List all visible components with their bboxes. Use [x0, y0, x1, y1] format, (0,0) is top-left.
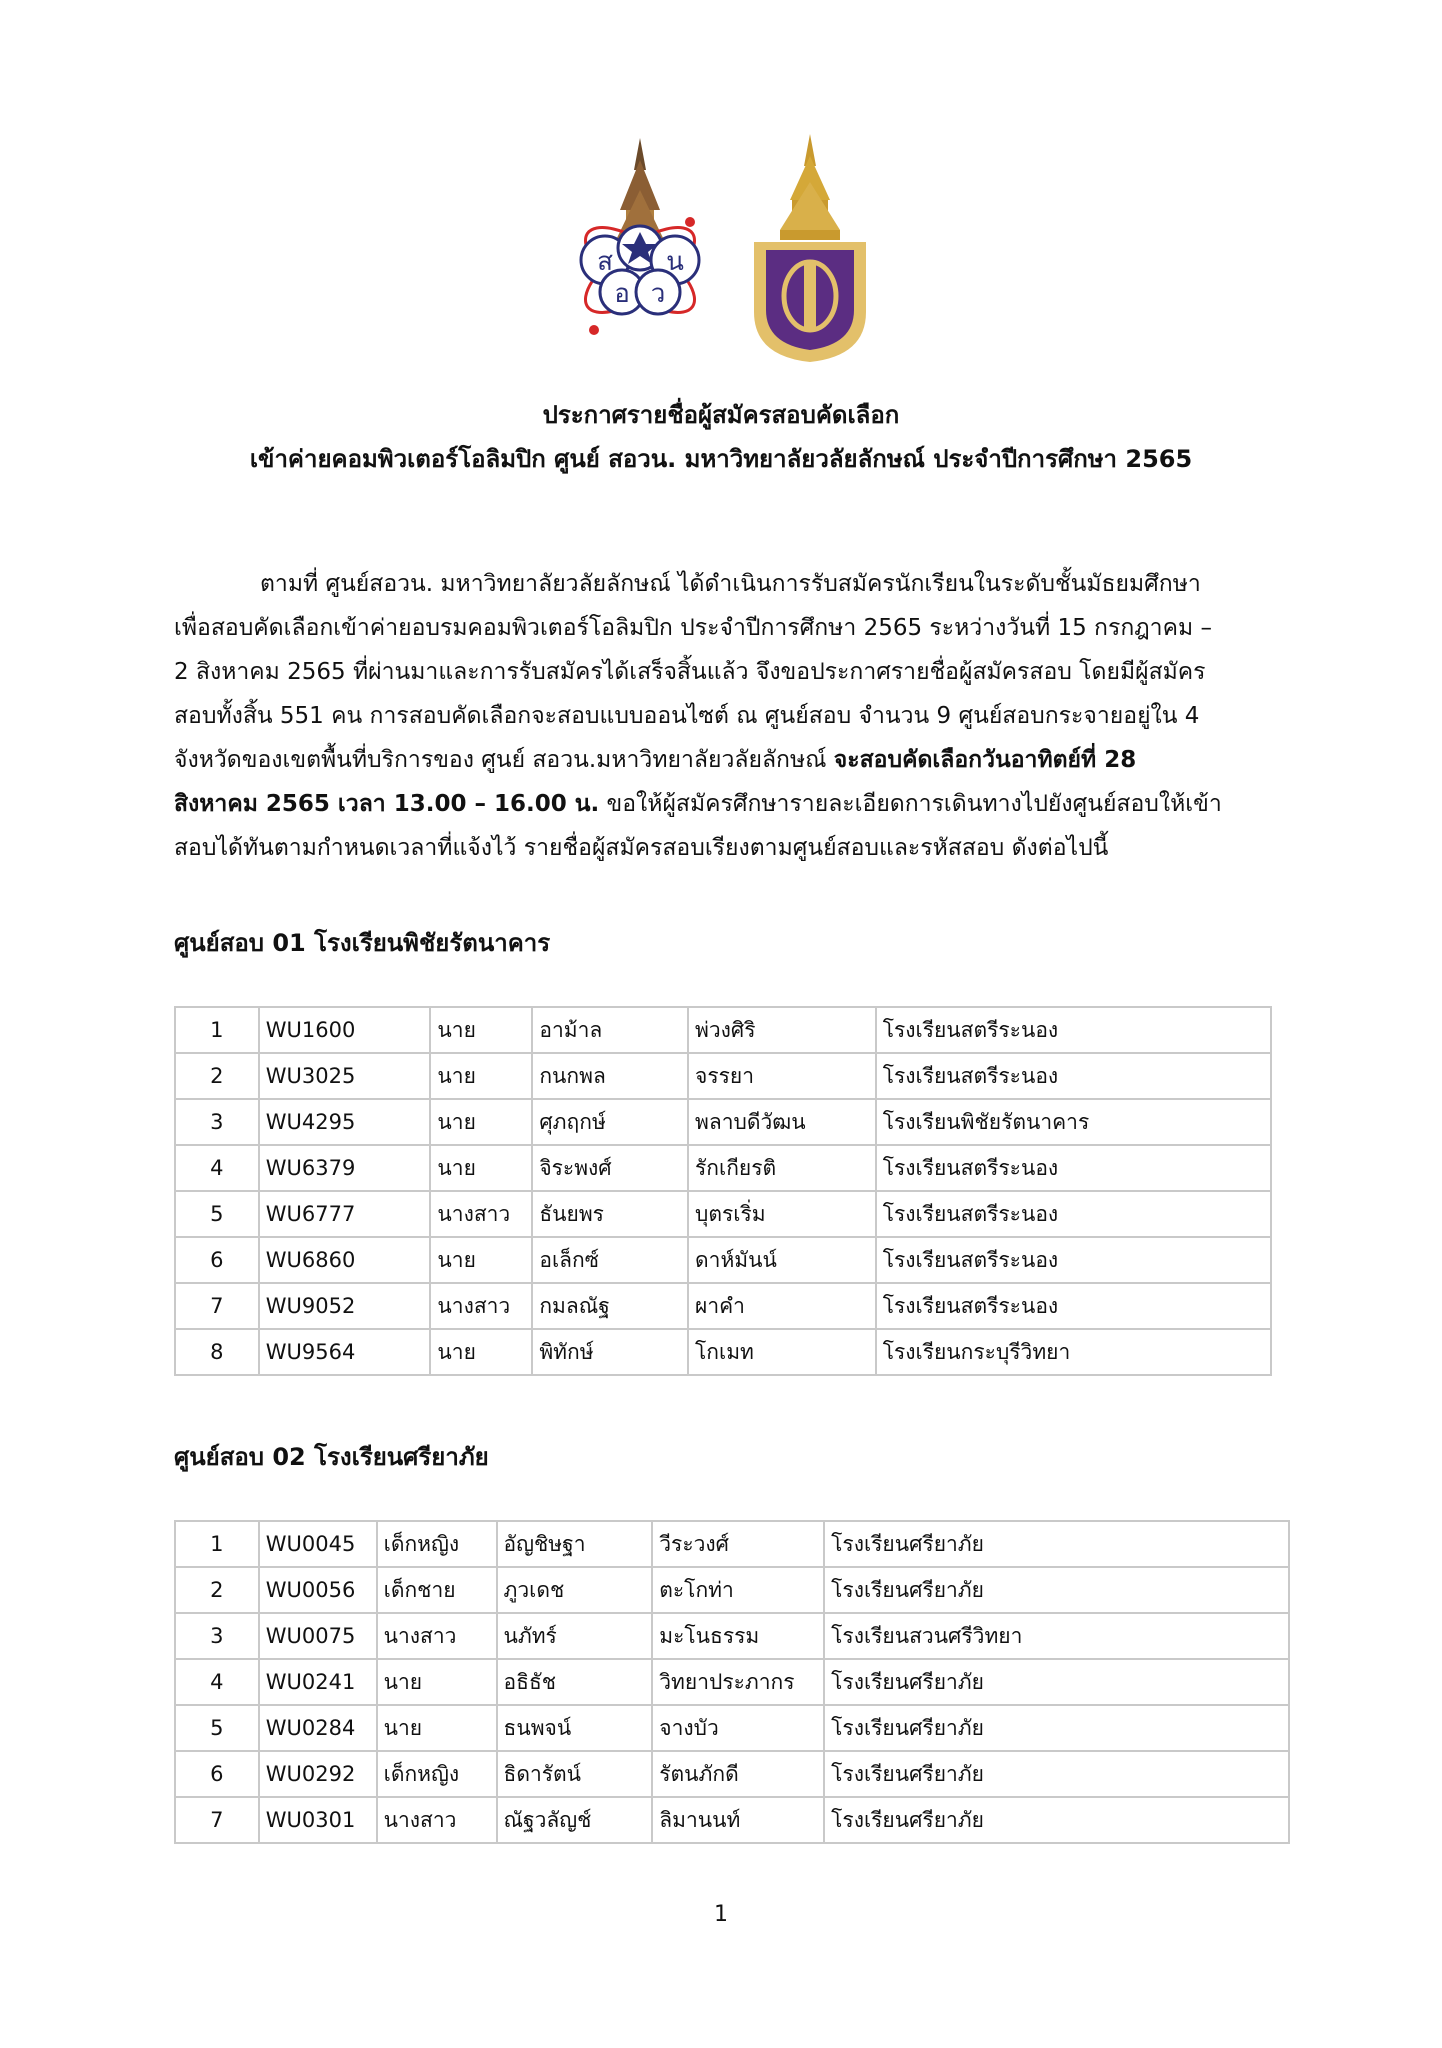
- row-number-cell: 5: [175, 1705, 259, 1751]
- name-title-cell: นาย: [430, 1237, 532, 1283]
- body-line-5-text: จังหวัดของเขตพื้นที่บริการของ ศูนย์ สอวน.มหาวิทยาลัยวลัยลักษณ์: [174, 747, 834, 773]
- school-cell: โรงเรียนศรียาภัย: [824, 1659, 1289, 1705]
- table-row: [175, 1613, 1289, 1659]
- row-number-cell: 2: [175, 1053, 259, 1099]
- exam-code-cell: WU0284: [259, 1705, 377, 1751]
- row-number-cell: 6: [175, 1751, 259, 1797]
- exam-code-cell: WU0301: [259, 1797, 377, 1843]
- school-cell: โรงเรียนสตรีระนอง: [876, 1191, 1271, 1237]
- row-number-cell: 7: [175, 1283, 259, 1329]
- last-name-cell: ตะโกท่า: [652, 1567, 824, 1613]
- first-name-cell: กนกพล: [532, 1053, 688, 1099]
- row-number-cell: 1: [175, 1007, 259, 1053]
- announcement-title-line1: ประกาศรายชื่อผู้สมัครสอบคัดเลือก: [542, 401, 900, 429]
- first-name-cell: พิทักษ์: [532, 1329, 688, 1375]
- row-number-cell: 4: [175, 1659, 259, 1705]
- name-title-cell: นาย: [430, 1007, 532, 1053]
- exam-code-cell: WU6379: [259, 1145, 431, 1191]
- last-name-cell: วิทยาประภากร: [652, 1659, 824, 1705]
- name-title-cell: เด็กหญิง: [377, 1521, 497, 1567]
- last-name-cell: จางบัว: [652, 1705, 824, 1751]
- last-name-cell: ดาห์มันน์: [688, 1237, 876, 1283]
- exam-center-01-table: [174, 1006, 1272, 1376]
- exam-code-cell: WU4295: [259, 1099, 431, 1145]
- last-name-cell: รัตนภักดี: [652, 1751, 824, 1797]
- table-row: [175, 1705, 1289, 1751]
- name-title-cell: นาย: [377, 1659, 497, 1705]
- first-name-cell: ธิดารัตน์: [497, 1751, 653, 1797]
- first-name-cell: อเล็กซ์: [532, 1237, 688, 1283]
- exam-code-cell: WU6777: [259, 1191, 431, 1237]
- school-cell: โรงเรียนศรียาภัย: [824, 1705, 1289, 1751]
- svg-text:ว: ว: [650, 279, 666, 309]
- first-name-cell: ธันยพร: [532, 1191, 688, 1237]
- body-line-4: สอบทั้งสิ้น 551 คน การสอบคัดเลือกจะสอบแบบออนไซต์ ณ ศูนย์สอบ จำนวน 9 ศูนย์สอบกระจายอยู่ใน 4: [174, 703, 1200, 729]
- row-number-cell: 3: [175, 1099, 259, 1145]
- exam-code-cell: WU0075: [259, 1613, 377, 1659]
- name-title-cell: นาย: [430, 1329, 532, 1375]
- row-number-cell: 7: [175, 1797, 259, 1843]
- exam-code-cell: WU0292: [259, 1751, 377, 1797]
- row-number-cell: 2: [175, 1567, 259, 1613]
- body-line-7: สอบได้ทันตามกำหนดเวลาที่แจ้งไว้ รายชื่อผู้สมัครสอบเรียงตามศูนย์สอบและรหัสสอบ ดังต่อไปนี้: [174, 835, 1109, 861]
- table-row: [175, 1567, 1289, 1613]
- body-line-2: เพื่อสอบคัดเลือกเข้าค่ายอบรมคอมพิวเตอร์โอลิมปิก ประจำปีการศึกษา 2565 ระหว่างวันที่ 15 กรกฎาคม –: [174, 615, 1212, 641]
- exam-code-cell: WU9052: [259, 1283, 431, 1329]
- body-line-6: [174, 782, 1222, 826]
- first-name-cell: อาม้าล: [532, 1007, 688, 1053]
- school-cell: โรงเรียนศรียาภัย: [824, 1797, 1289, 1843]
- last-name-cell: วีระวงศ์: [652, 1521, 824, 1567]
- first-name-cell: อัญชิษฐา: [497, 1521, 653, 1567]
- first-name-cell: ภูวเดช: [497, 1567, 653, 1613]
- exam-center-02-table: [174, 1520, 1290, 1844]
- first-name-cell: นภัทร์: [497, 1613, 653, 1659]
- name-title-cell: เด็กหญิง: [377, 1751, 497, 1797]
- svg-text:อ: อ: [614, 279, 630, 309]
- exam-code-cell: WU1600: [259, 1007, 431, 1053]
- exam-date-text: จะสอบคัดเลือกวันอาทิตย์ที่ 28: [833, 747, 1137, 773]
- exam-center-01-heading: ศูนย์สอบ 01 โรงเรียนพิชัยรัตนาคาร: [174, 929, 551, 957]
- name-title-cell: นางสาว: [430, 1191, 532, 1237]
- school-cell: โรงเรียนศรียาภัย: [824, 1751, 1289, 1797]
- name-title-cell: นาย: [430, 1053, 532, 1099]
- exam-code-cell: WU0241: [259, 1659, 377, 1705]
- posn-logo: [560, 130, 720, 360]
- last-name-cell: พลาบดีวัฒน: [688, 1099, 876, 1145]
- table-row: [175, 1329, 1271, 1375]
- exam-code-cell: WU0045: [259, 1521, 377, 1567]
- school-cell: โรงเรียนสตรีระนอง: [876, 1145, 1271, 1191]
- name-title-cell: เด็กชาย: [377, 1567, 497, 1613]
- body-line-1: ตามที่ ศูนย์สอวน. มหาวิทยาลัยวลัยลักษณ์ ได้ดำเนินการรับสมัครนักเรียนในระดับชั้นมัธยมศึกษา: [260, 571, 1201, 597]
- first-name-cell: กมลณัฐ: [532, 1283, 688, 1329]
- last-name-cell: รักเกียรติ: [688, 1145, 876, 1191]
- name-title-cell: นางสาว: [377, 1797, 497, 1843]
- exam-code-cell: WU6860: [259, 1237, 431, 1283]
- last-name-cell: มะโนธรรม: [652, 1613, 824, 1659]
- name-title-cell: นางสาว: [377, 1613, 497, 1659]
- header-logos: [560, 130, 880, 370]
- table-row: [175, 1283, 1271, 1329]
- first-name-cell: อธิธัช: [497, 1659, 653, 1705]
- table-row: [175, 1659, 1289, 1705]
- table-row: [175, 1053, 1271, 1099]
- row-number-cell: 3: [175, 1613, 259, 1659]
- school-cell: โรงเรียนสตรีระนอง: [876, 1237, 1271, 1283]
- last-name-cell: บุตรเริ่ม: [688, 1191, 876, 1237]
- school-cell: โรงเรียนกระบุรีวิทยา: [876, 1329, 1271, 1375]
- row-number-cell: 1: [175, 1521, 259, 1567]
- table-row: [175, 1007, 1271, 1053]
- school-cell: โรงเรียนศรียาภัย: [824, 1521, 1289, 1567]
- body-line-3: 2 สิงหาคม 2565 ที่ผ่านมาและการรับสมัครได้เสร็จสิ้นแล้ว จึงขอประกาศรายชื่อผู้สมัครสอบ โดยมีผู้สมัคร: [174, 659, 1206, 685]
- last-name-cell: พ่วงศิริ: [688, 1007, 876, 1053]
- exam-code-cell: WU3025: [259, 1053, 431, 1099]
- announcement-title-line2: เข้าค่ายคอมพิวเตอร์โอลิมปิก ศูนย์ สอวน. มหาวิทยาลัยวลัยลักษณ์ ประจำปีการศึกษา 2565: [249, 445, 1193, 473]
- last-name-cell: ลิมานนท์: [652, 1797, 824, 1843]
- row-number-cell: 8: [175, 1329, 259, 1375]
- svg-text:ส: ส: [597, 247, 613, 277]
- row-number-cell: 4: [175, 1145, 259, 1191]
- row-number-cell: 5: [175, 1191, 259, 1237]
- last-name-cell: ผาคำ: [688, 1283, 876, 1329]
- last-name-cell: จรรยา: [688, 1053, 876, 1099]
- school-cell: โรงเรียนศรียาภัย: [824, 1567, 1289, 1613]
- first-name-cell: ศุภฤกษ์: [532, 1099, 688, 1145]
- body-line-5: [174, 738, 1136, 782]
- page-number: 1: [714, 1902, 728, 1927]
- exam-center-02-heading: ศูนย์สอบ 02 โรงเรียนศรียาภัย: [174, 1443, 489, 1471]
- table-row: [175, 1099, 1271, 1145]
- last-name-cell: โกเมท: [688, 1329, 876, 1375]
- svg-text:น: น: [666, 247, 684, 277]
- row-number-cell: 6: [175, 1237, 259, 1283]
- school-cell: โรงเรียนพิชัยรัตนาคาร: [876, 1099, 1271, 1145]
- exam-code-cell: WU9564: [259, 1329, 431, 1375]
- walailak-university-seal: [740, 130, 880, 370]
- first-name-cell: ธนพจน์: [497, 1705, 653, 1751]
- table-row: [175, 1145, 1271, 1191]
- first-name-cell: ณัฐวลัญช์: [497, 1797, 653, 1843]
- name-title-cell: นาย: [430, 1099, 532, 1145]
- table-row: [175, 1191, 1271, 1237]
- school-cell: โรงเรียนสวนศรีวิทยา: [824, 1613, 1289, 1659]
- exam-code-cell: WU0056: [259, 1567, 377, 1613]
- table-row: [175, 1797, 1289, 1843]
- school-cell: โรงเรียนสตรีระนอง: [876, 1007, 1271, 1053]
- first-name-cell: จิระพงศ์: [532, 1145, 688, 1191]
- name-title-cell: นาย: [377, 1705, 497, 1751]
- school-cell: โรงเรียนสตรีระนอง: [876, 1283, 1271, 1329]
- table-row: [175, 1521, 1289, 1567]
- name-title-cell: นางสาว: [430, 1283, 532, 1329]
- table-row: [175, 1237, 1271, 1283]
- school-cell: โรงเรียนสตรีระนอง: [876, 1053, 1271, 1099]
- table-row: [175, 1751, 1289, 1797]
- name-title-cell: นาย: [430, 1145, 532, 1191]
- body-line-6-text: ขอให้ผู้สมัครศึกษารายละเอียดการเดินทางไปยังศูนย์สอบให้เข้า: [599, 791, 1222, 817]
- exam-time-text: สิงหาคม 2565 เวลา 13.00 – 16.00 น.: [174, 791, 600, 817]
